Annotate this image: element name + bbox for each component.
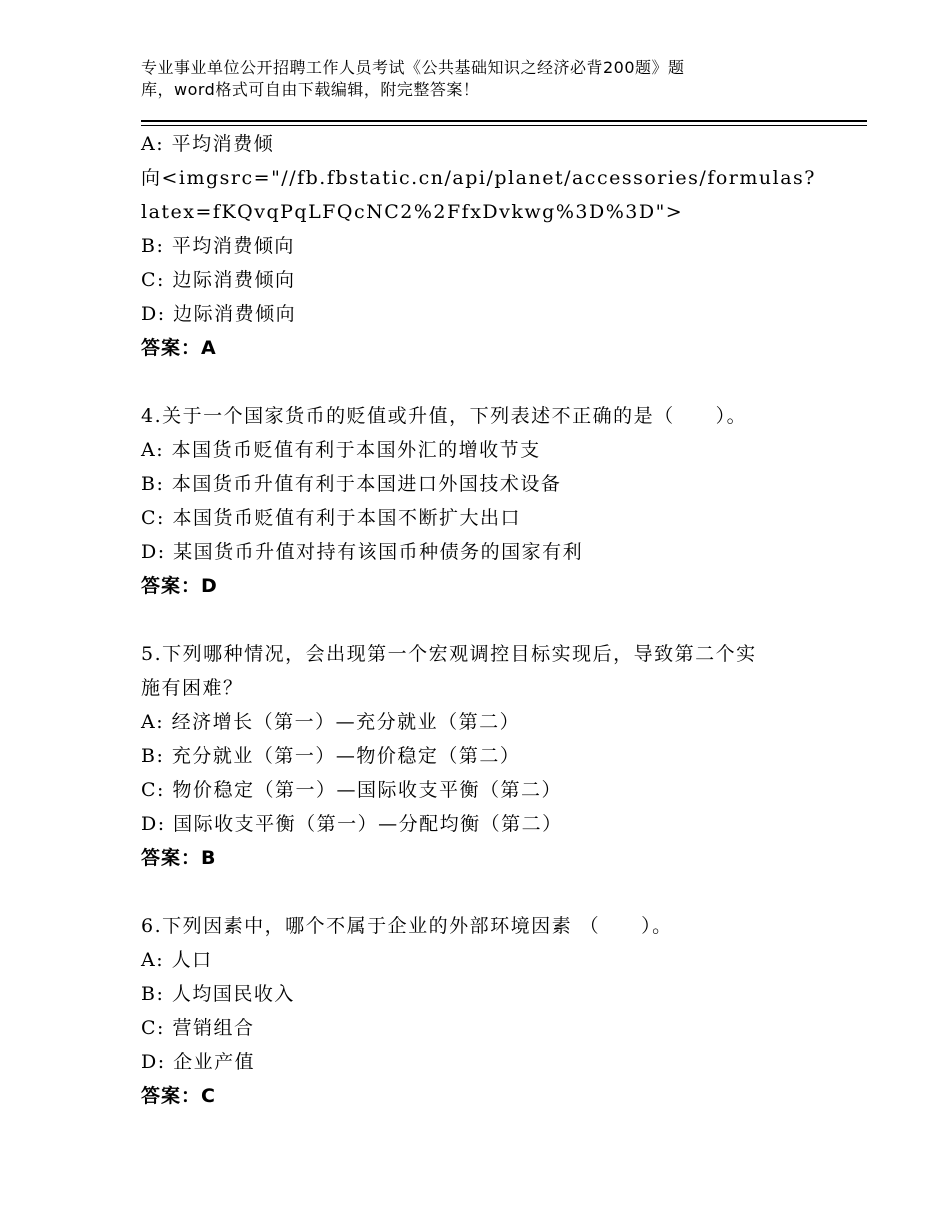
- option-a-line-1: A: 平均消费倾: [141, 133, 275, 155]
- option-c: C: 本国货币贬值有利于本国不断扩大出口: [141, 507, 521, 529]
- option-a: A: 经济增长（第一）—充分就业（第二）: [141, 711, 521, 733]
- question-content: [141, 127, 816, 1113]
- option-d: D: 国际收支平衡（第一）—分配均衡（第二）: [141, 813, 563, 835]
- option-b: B: 人均国民收入: [141, 983, 295, 1005]
- option-d: D: 某国货币升值对持有该国币种债务的国家有利: [141, 541, 584, 563]
- header-line-1: 专业事业单位公开招聘工作人员考试《公共基础知识之经济必背200题》题: [141, 58, 685, 77]
- answer-label: 答案：B: [141, 847, 217, 869]
- option-b: B: 充分就业（第一）—物价稳定（第二）: [141, 745, 521, 767]
- option-b: B: 本国货币升值有利于本国进口外国技术设备: [141, 473, 562, 495]
- option-d: D: 边际消费倾向: [141, 303, 297, 325]
- option-b: B: 平均消费倾向: [141, 235, 295, 257]
- question-stem-line-1: 5.下列哪种情况，会出现第一个宏观调控目标实现后，导致第二个实: [141, 643, 757, 665]
- question-3-block: [141, 127, 816, 365]
- option-a-line-2: 向<imgsrc="//fb.fbstatic.cn/api/planet/accessories/formulas?: [141, 167, 816, 189]
- option-a-line-3: latex=fKQvqPqLFQcNC2%2FfxDvkwg%3D%3D">: [141, 201, 684, 223]
- answer-label: 答案：A: [141, 337, 217, 359]
- answer-label: 答案：D: [141, 575, 218, 597]
- document-header: [141, 57, 781, 101]
- spacer: [141, 875, 811, 909]
- header-line-2: 库，word格式可自由下载编辑，附完整答案！: [141, 80, 480, 99]
- option-d: D: 企业产值: [141, 1051, 256, 1073]
- spacer: [141, 603, 811, 637]
- question-5-block: [141, 637, 811, 875]
- header-divider-thin: [141, 125, 867, 126]
- option-c: C: 边际消费倾向: [141, 269, 296, 291]
- option-a: A: 人口: [141, 949, 213, 971]
- question-4-block: [141, 399, 811, 603]
- spacer: [141, 365, 811, 399]
- option-c: C: 营销组合: [141, 1017, 255, 1039]
- option-c: C: 物价稳定（第一）—国际收支平衡（第二）: [141, 779, 562, 801]
- answer-label: 答案：C: [141, 1085, 216, 1107]
- question-stem-line-2: 施有困难？: [141, 677, 244, 699]
- question-6-block: [141, 909, 811, 1113]
- header-divider-thick: [141, 120, 867, 122]
- option-a: A: 本国货币贬值有利于本国外汇的增收节支: [141, 439, 541, 461]
- question-stem: 6.下列因素中，哪个不属于企业的外部环境因素 （ ）。: [141, 915, 673, 937]
- question-stem: 4.关于一个国家货币的贬值或升值，下列表述不正确的是（ ）。: [141, 405, 748, 427]
